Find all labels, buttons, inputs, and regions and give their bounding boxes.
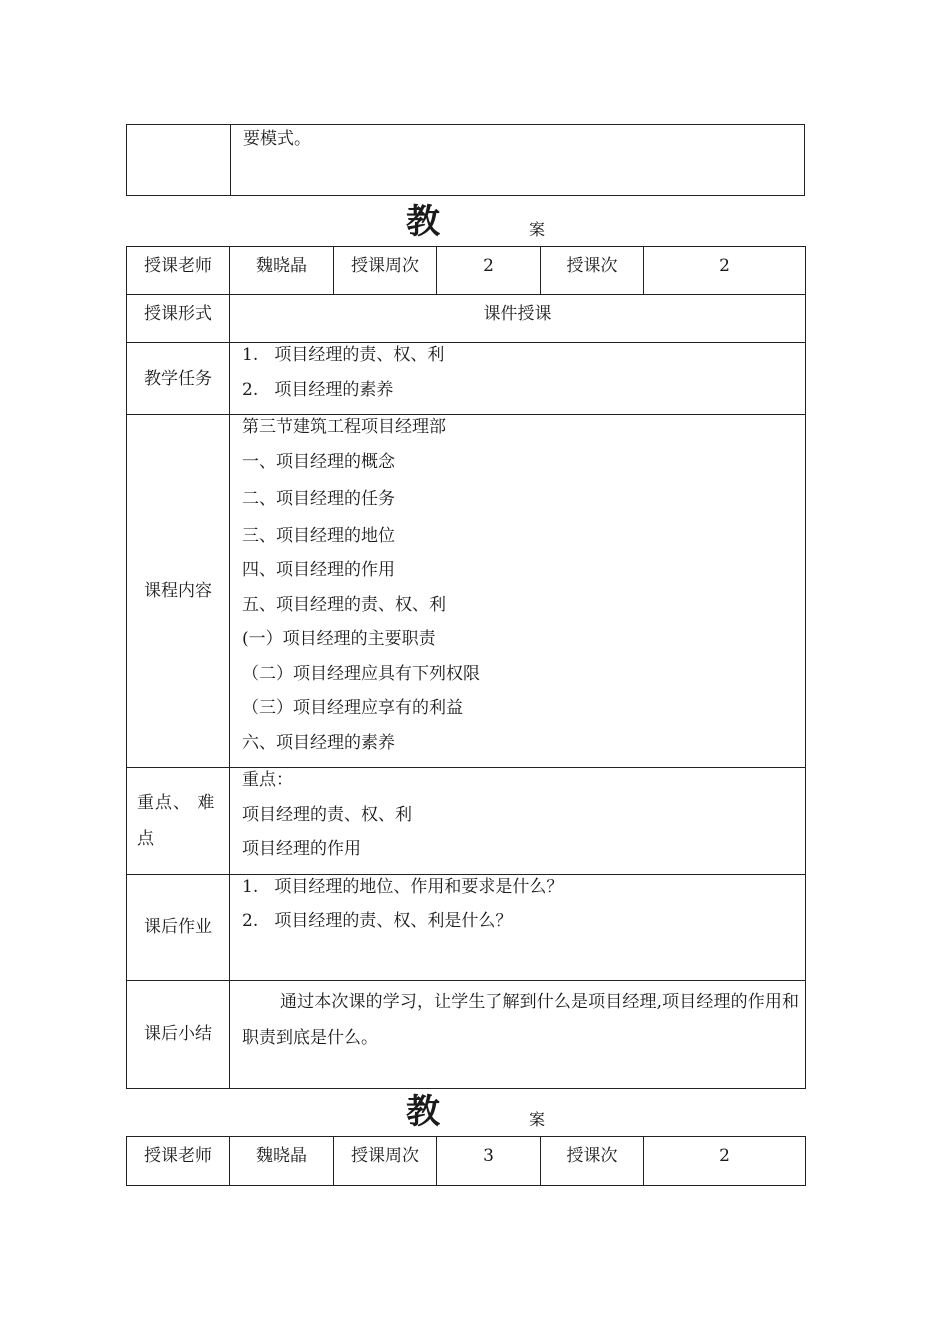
- content-line: 四、项目经理的作用: [242, 560, 395, 580]
- week-value: 3: [437, 1137, 541, 1186]
- title-main: 教: [406, 1092, 440, 1132]
- homework-item: 1. 项目经理的地位、作用和要求是什么？: [242, 876, 564, 897]
- key-points-label-line2: 点: [137, 828, 154, 849]
- title-sub: 案: [529, 1110, 546, 1129]
- key-point-line: 项目经理的作用: [242, 839, 361, 859]
- teacher-label: 授课老师: [127, 1137, 230, 1186]
- week-value: 2: [437, 247, 541, 295]
- form-value: 课件授课: [230, 295, 806, 343]
- key-point-line: 重点：: [242, 770, 293, 790]
- title-main: 教: [406, 202, 440, 242]
- session-value: 2: [644, 247, 806, 295]
- content-list: [230, 415, 806, 768]
- content-line: 三、项目经理的地位: [242, 525, 395, 546]
- summary-label: 课后小结: [127, 980, 230, 1088]
- homework-list: [230, 874, 806, 980]
- key-points-list: [230, 768, 806, 875]
- week-label: 授课周次: [334, 1137, 437, 1186]
- lesson-plan-table-2: [126, 1136, 806, 1186]
- task-item: 2. 项目经理的素养: [242, 379, 394, 400]
- content-line: （二）项目经理应具有下列权限: [242, 663, 480, 684]
- summary-text: 通过本次课的学习，让学生了解到什么是项目经理,项目经理的作用和职责到底是什么。: [230, 980, 806, 1088]
- key-points-label-line1: 重点、 难: [137, 792, 216, 813]
- homework-label: 课后作业: [127, 874, 230, 980]
- lesson-plan-title-2: [0, 1092, 950, 1132]
- empty-label-cell: [127, 125, 231, 196]
- content-line: （三）项目经理应享有的利益: [242, 698, 463, 718]
- session-value: 2: [644, 1137, 806, 1186]
- continuation-content: 要模式。: [231, 125, 805, 196]
- teacher-label: 授课老师: [127, 247, 230, 295]
- teacher-name: 魏晓晶: [230, 1137, 334, 1186]
- content-line: 五、项目经理的责、权、利: [242, 594, 446, 615]
- task-list: [230, 343, 806, 415]
- lesson-plan-table: [126, 246, 806, 1089]
- content-line: 六、项目经理的素养: [242, 732, 395, 753]
- continuation-table: [126, 124, 805, 196]
- task-label: 教学任务: [127, 343, 230, 415]
- task-item: 1. 项目经理的责、权、利: [242, 345, 445, 365]
- title-sub: 案: [529, 220, 546, 239]
- homework-item: 2. 项目经理的责、权、利是什么？: [242, 911, 513, 931]
- key-point-line: 项目经理的责、权、利: [242, 804, 412, 825]
- content-label: 课程内容: [127, 415, 230, 768]
- content-line: 第三节建筑工程项目经理部: [242, 417, 446, 437]
- content-line: 一、项目经理的概念: [242, 451, 395, 472]
- content-line: 二、项目经理的任务: [242, 488, 395, 509]
- content-line: (一）项目经理的主要职责: [242, 629, 436, 649]
- teacher-name: 魏晓晶: [230, 247, 334, 295]
- session-label: 授课次: [541, 247, 644, 295]
- session-label: 授课次: [541, 1137, 644, 1186]
- key-points-label: [127, 768, 230, 875]
- week-label: 授课周次: [334, 247, 437, 295]
- form-label: 授课形式: [127, 295, 230, 343]
- lesson-plan-title: [0, 202, 950, 242]
